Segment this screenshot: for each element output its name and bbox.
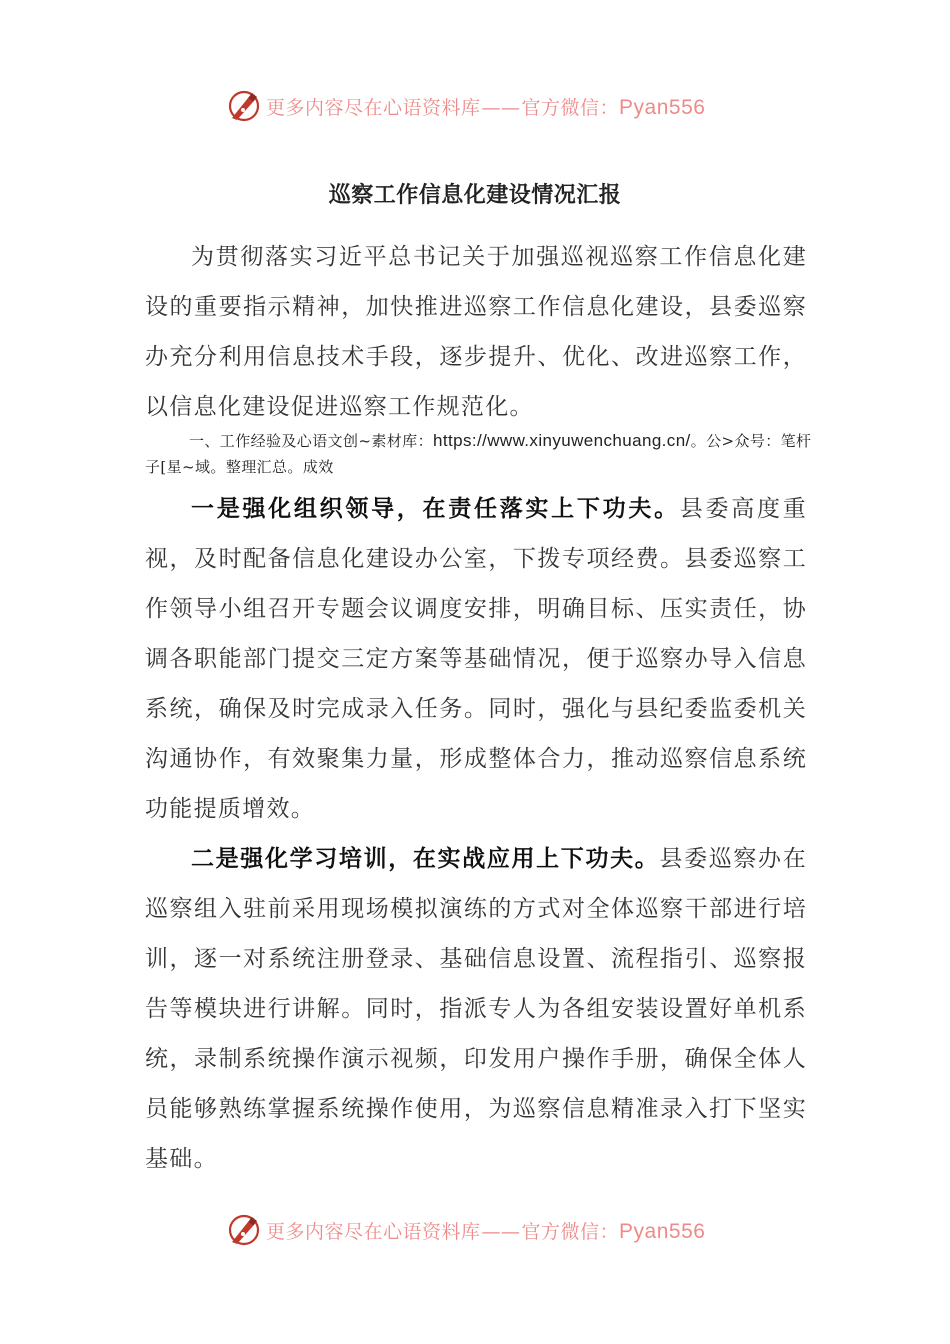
header-banner [0,82,950,132]
wechat-label: 官方微信： [521,1220,620,1243]
wechat-id: Pyan556 [619,95,706,119]
banner-separator: —— [481,96,521,119]
section-1-lead: 一是强化组织领导，在责任落实上下功夫。 [191,495,680,522]
source-note [145,428,813,480]
wechat-label: 官方微信： [521,96,620,119]
intro-paragraph: 为贯彻落实习近平总书记关于加强巡视巡察工作信息化建设的重要指示精神，加快推进巡察工作信息化建设，县委巡察办充分利用信息技术手段，逐步提升、优化、改进巡察工作，以信息化建设促进巡察工作规范化。 [145,244,807,420]
note-suffix: 。公>众号：笔杆子[星~域。整理汇总。成效 [145,432,812,476]
banner-text: 更多内容尽在心语资料库 [266,1220,481,1243]
document-title: 巡察工作信息化建设情况汇报 [328,182,622,208]
footer-banner [0,1206,950,1256]
section-2-lead: 二是强化学习培训，在实战应用上下功夫。 [191,845,660,872]
section-1-paragraph [145,484,807,834]
wechat-id: Pyan556 [619,1219,706,1243]
note-url[interactable]: https://www.xinyuwenchuang.cn/ [432,431,691,450]
pen-nib-circle-icon [226,88,262,124]
section-2-body: 县委巡察办在巡察组入驻前采用现场模拟演练的方式对全体巡察干部进行培训，逐一对系统注册登录、基础信息设置、流程指引、巡察报告等模块进行讲解。同时，指派专人为各组安装设置好单机系统，录制系统操作演示视频，印发用户操作手册，确保全体人员能够熟练掌握系统操作使用，为巡察信息精准录入打下坚实基础。 [145,846,807,1172]
pen-nib-circle-icon [226,1212,262,1248]
section-2-paragraph [145,834,807,1184]
section-1-body: 县委高度重视，及时配备信息化建设办公室，下拨专项经费。县委巡察工作领导小组召开专题会议调度安排，明确目标、压实责任，协调各职能部门提交三定方案等基础情况，便于巡察办导入信息系统，确保及时完成录入任务。同时，强化与县纪委监委机关沟通协作，有效聚集力量，形成整体合力，推动巡察信息系统功能提质增效。 [145,496,808,822]
note-prefix: 一、工作经验及心语文创~素材库： [189,432,433,450]
banner-separator: —— [481,1220,521,1243]
banner-text: 更多内容尽在心语资料库 [266,96,481,119]
